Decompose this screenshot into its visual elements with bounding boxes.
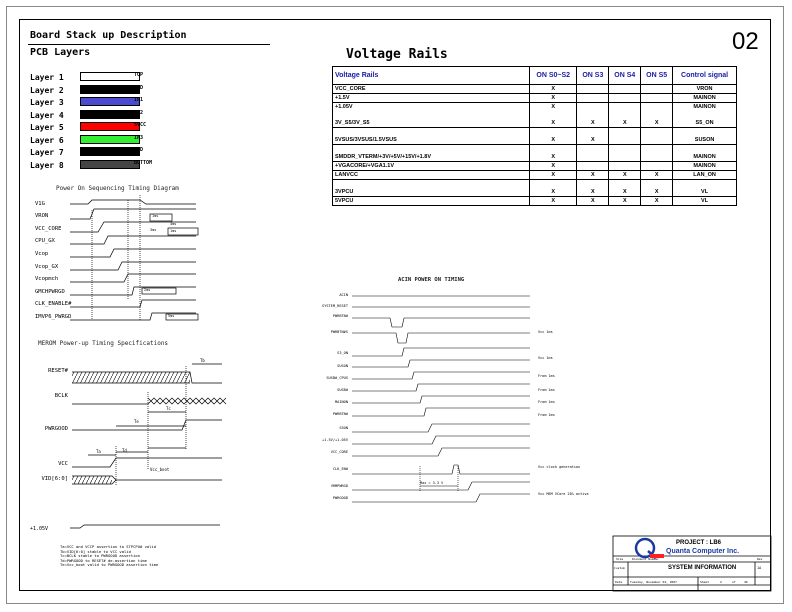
acin-note: From 1ms bbox=[538, 374, 555, 378]
acin-signal-label: S3_ON bbox=[337, 351, 348, 355]
table-header-cell: ON S4 bbox=[609, 67, 641, 85]
table-cell-s3: X bbox=[577, 197, 609, 206]
date-value: Tuesday, November 04, 2007 bbox=[630, 580, 677, 584]
acin-signal-label: SUSB#_CPUS bbox=[326, 376, 348, 380]
sequence-note: 1ms bbox=[170, 229, 177, 233]
acin-signal-label: PWRBTN# bbox=[332, 314, 348, 318]
table-cell-ctrl: MAINON bbox=[673, 162, 737, 171]
table-cell-s0: X bbox=[530, 153, 577, 162]
table-cell-s3: X bbox=[577, 171, 609, 180]
sequence-signal-label: Vcop_GX bbox=[35, 264, 59, 270]
quanta-logo bbox=[636, 539, 664, 558]
merom-note: Te bbox=[134, 419, 139, 424]
table-cell-s0: X bbox=[530, 94, 577, 103]
acin-note: Vcc 1ms bbox=[538, 356, 553, 360]
layer-label: IN1 bbox=[134, 97, 144, 103]
table-cell-rail: VCC_CORE bbox=[333, 85, 530, 94]
table-cell-s0: X bbox=[530, 162, 577, 171]
sequence-signal-label: CPU_GX bbox=[35, 238, 55, 244]
acin-diagram-title: ACIN POWER ON TIMING bbox=[398, 277, 465, 283]
table-cell-s4: X bbox=[609, 197, 641, 206]
section-title: PCB Layers bbox=[30, 47, 91, 58]
footnote-line: Ta=VCC and VCCP assertion to STPCPU# valid bbox=[60, 544, 157, 549]
sequence-signal-label: GMCHPWRGD bbox=[35, 289, 65, 295]
layer-name: Layer 6 bbox=[30, 135, 64, 145]
sheet-title: Board Stack up Description bbox=[30, 30, 187, 41]
layer-label: IN2 bbox=[134, 109, 144, 116]
layer-name: Layer 2 bbox=[30, 85, 64, 95]
table-cell-s0: X bbox=[530, 85, 577, 94]
sequence-diagram-title: Power On Sequencing Timing Diagram bbox=[56, 185, 179, 192]
table-cell-rail: 5VSUS/3VSUS/1.5VSUS bbox=[333, 136, 530, 145]
company-name: Quanta Computer Inc. bbox=[666, 548, 740, 555]
merom-signal-label: RESET# bbox=[48, 368, 68, 374]
vcc-105-label: +1.05V bbox=[30, 526, 49, 532]
table-cell-s5: X bbox=[641, 197, 673, 206]
of-label: of bbox=[732, 580, 736, 584]
table-cell-s0: X bbox=[530, 119, 577, 128]
merom-diagram-title: MEROM Power-up Timing Specifications bbox=[38, 340, 169, 347]
table-cell-ctrl: S5_ON bbox=[673, 119, 737, 128]
merom-signal-label: VCC bbox=[58, 461, 68, 467]
layer-label: GND bbox=[134, 147, 144, 153]
acin-signal-label: PWRBTN# bbox=[332, 412, 348, 416]
acin-timing-diagram bbox=[352, 296, 530, 502]
table-cell-s5: X bbox=[641, 171, 673, 180]
acin-note: From 1ms bbox=[538, 413, 555, 417]
acin-signal-label: VCC_CORE bbox=[330, 450, 348, 454]
merom-note: Tb bbox=[200, 358, 205, 363]
acin-signal-label: ACIN bbox=[339, 293, 348, 297]
merom-note: Ta bbox=[96, 449, 101, 454]
table-cell-s3: X bbox=[577, 119, 609, 128]
project-label-text: PROJECT : bbox=[676, 540, 710, 546]
sequence-note: 5ms bbox=[168, 314, 175, 318]
merom-note: Tc bbox=[166, 406, 171, 411]
table-cell-ctrl: VRON bbox=[673, 85, 737, 94]
size-value: Custom bbox=[614, 566, 625, 570]
acin-note: Vcc clock generation bbox=[538, 465, 581, 469]
sequence-signal-label: IMVP6_PWRGD bbox=[35, 314, 72, 320]
sheet-label: Sheet bbox=[700, 580, 710, 584]
project-name: LB6 bbox=[709, 540, 722, 546]
acin-note: From 1ms bbox=[538, 400, 555, 404]
table-cell-s5: X bbox=[641, 119, 673, 128]
table-cell-s5: X bbox=[641, 188, 673, 197]
document-title: SYSTEM INFORMATION bbox=[668, 565, 737, 571]
table-cell-s0: X bbox=[530, 103, 577, 112]
table-header-cell: ON S0~S2 bbox=[530, 67, 577, 85]
acin-note: Vcc 1ms bbox=[538, 330, 553, 334]
layer-name: Layer 3 bbox=[30, 98, 64, 107]
table-header-cell: ON S5 bbox=[641, 67, 673, 85]
table-cell-ctrl: LAN_ON bbox=[673, 171, 737, 180]
table-cell-rail: +1.5V bbox=[333, 94, 530, 103]
layer-name: Layer 1 bbox=[30, 73, 64, 82]
table-cell-ctrl: SUSON bbox=[673, 136, 737, 145]
table-cell-rail: LANVCC bbox=[333, 171, 530, 180]
acin-signal-label: SUSB# bbox=[337, 388, 348, 392]
table-cell-rail: +VGACORE/+VGA1.1V bbox=[333, 162, 530, 171]
table-cell-rail: 3VPCU bbox=[333, 188, 530, 197]
merom-signal-label: BCLK bbox=[54, 393, 68, 399]
merom-note: Td bbox=[122, 448, 127, 453]
acin-signal-label: MAINON bbox=[335, 400, 348, 404]
sequence-signal-label: VRON bbox=[35, 213, 49, 219]
layer-label: GND bbox=[134, 84, 144, 91]
of-value: 46 bbox=[744, 580, 748, 584]
layer-name: Layer 5 bbox=[30, 123, 64, 132]
table-header-cell: ON S3 bbox=[577, 67, 609, 85]
table-cell-rail: +1.05V bbox=[333, 103, 530, 112]
merom-timing-diagram bbox=[70, 364, 226, 528]
sequence-signal-label: CLK_ENABLE# bbox=[35, 301, 72, 307]
table-cell-s4: X bbox=[609, 119, 641, 128]
sequence-note: 3ms bbox=[150, 228, 157, 232]
acin-signal-label: SUSON bbox=[337, 364, 348, 368]
footnote-line: Td=PWRGOOD to RESET# de-assertion time bbox=[60, 557, 147, 563]
power-on-sequence-diagram bbox=[70, 195, 198, 320]
acin-signal-label: VRMPWRGD bbox=[330, 484, 348, 488]
table-cell-s0: X bbox=[530, 171, 577, 180]
table-cell-rail: 3V_S5/3V_S5 bbox=[333, 119, 530, 128]
footnote-line: Tb=VID[6:0] stable to VCC valid bbox=[60, 548, 131, 554]
project-label bbox=[676, 540, 721, 546]
sequence-signal-label: VCC_CORE bbox=[35, 226, 62, 232]
layer-name: Layer 7 bbox=[30, 148, 64, 157]
table-cell-rail: 5VPCU bbox=[333, 197, 530, 206]
sequence-signal-label: V1G bbox=[35, 201, 45, 207]
sequence-note: 4ms bbox=[170, 222, 177, 226]
table-header-cell: Voltage Rails bbox=[333, 67, 530, 85]
table-cell-ctrl: MAINON bbox=[673, 153, 737, 162]
sheet-value: 2 bbox=[720, 580, 722, 584]
acin-signal-label: SYSTEM_RESET bbox=[322, 304, 348, 308]
table-cell-s0: X bbox=[530, 197, 577, 206]
acin-signal-label: CLK_EN# bbox=[332, 467, 348, 471]
acin-signal-label: PWRBTN#S bbox=[330, 330, 348, 334]
table-cell-s4: X bbox=[609, 171, 641, 180]
table-cell-ctrl: MAINON bbox=[673, 94, 737, 103]
acin-note: From 1ms bbox=[538, 388, 555, 392]
table-header-cell: Control signal bbox=[673, 67, 737, 85]
table-cell-s0: X bbox=[530, 188, 577, 197]
layer-name: Layer 4 bbox=[30, 110, 64, 120]
acin-signal-label: +1.5V/+1.05V bbox=[322, 438, 348, 442]
layer-label: TOP bbox=[134, 72, 144, 78]
sheet-number: 02 bbox=[732, 28, 759, 55]
sequence-note: 1ms bbox=[152, 214, 159, 218]
layer-label: SVCC bbox=[134, 122, 147, 128]
voltage-rails-title: Voltage Rails bbox=[346, 47, 448, 62]
footnote-line: Te=Vcc_boot valid to PWRGOOD assertion time bbox=[60, 562, 159, 567]
layer-label: BOTTOM bbox=[134, 159, 153, 166]
size-label: Size bbox=[616, 557, 624, 561]
doc-number-label: Document Number bbox=[632, 557, 660, 561]
sequence-note: 2ms bbox=[144, 288, 151, 292]
sequence-signal-label: Vcopmch bbox=[35, 276, 59, 282]
table-cell-rail: SMDDR_VTERM/+3V/+5V/+15V/+1.8V bbox=[333, 153, 530, 162]
acin-note: Max = 3.3 V bbox=[420, 481, 444, 485]
footnote-line: Tc=BCLK stable to PWRGOOD assertion bbox=[60, 553, 141, 558]
sequence-signal-label: Vcop bbox=[35, 251, 49, 257]
table-cell-s0: X bbox=[530, 136, 577, 145]
table-cell-s3: X bbox=[577, 136, 609, 145]
date-label: Date bbox=[615, 580, 623, 584]
layer-label: IN3 bbox=[134, 134, 144, 141]
acin-signal-label: S5ON bbox=[339, 426, 348, 430]
acin-signal-label: PWRGOOD bbox=[332, 496, 348, 500]
merom-signal-label: VID[6:0] bbox=[41, 476, 68, 482]
acin-note: Vcc MEM VCore 20% active bbox=[538, 492, 589, 496]
table-cell-s3: X bbox=[577, 188, 609, 197]
rev-value: 1A bbox=[757, 566, 762, 570]
table-cell-ctrl: VL bbox=[673, 197, 737, 206]
table-cell-ctrl: MAINON bbox=[673, 103, 737, 112]
rev-label: Rev bbox=[757, 557, 763, 561]
layer-name: Layer 8 bbox=[30, 160, 64, 170]
merom-signal-label: PWRGOOD bbox=[44, 426, 68, 432]
table-cell-s4: X bbox=[609, 188, 641, 197]
merom-note: Vcc_boot bbox=[150, 467, 170, 472]
table-cell-ctrl: VL bbox=[673, 188, 737, 197]
